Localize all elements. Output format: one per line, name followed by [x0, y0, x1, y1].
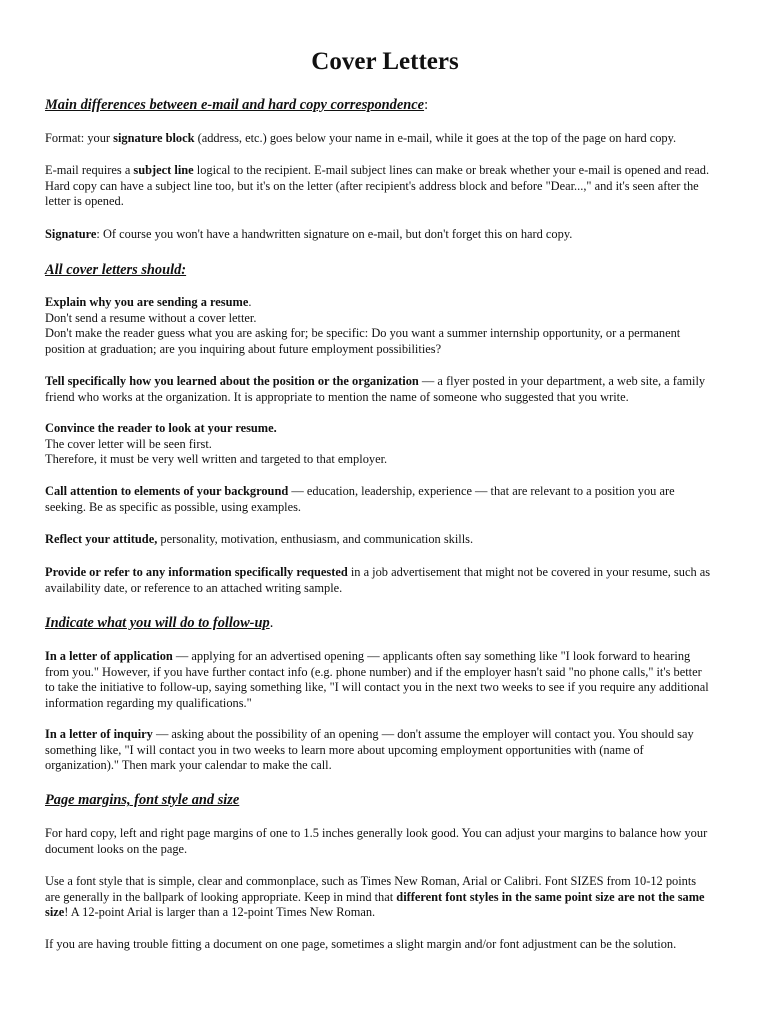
text-line — [45, 649, 735, 665]
bold-text-run: Call attention to elements of your background — [45, 484, 289, 498]
text-line: If you are having trouble fitting a document on one page, sometimes a slight margin and/or font adjustment can be the solution. — [45, 937, 677, 951]
paragraph-trouble-fitting — [45, 937, 735, 953]
bold-text-run: Explain why you are sending a resume — [45, 295, 249, 309]
text-line — [45, 727, 735, 743]
paragraph-margins — [45, 826, 735, 857]
text-line: friend who works at the organization. It is appropriate to mention the name of someone who suggested that you write. — [45, 389, 629, 404]
text-line — [45, 484, 735, 500]
text-line: For hard copy, left and right page margins of one to 1.5 inches generally look good. You can adjust your margins to balance how your — [45, 826, 708, 840]
text-run: : Of course you won't have a handwritten signature on e-mail, but don't forget this on hard copy. — [96, 227, 573, 241]
paragraph-provide — [45, 565, 735, 596]
paragraph-signature — [45, 227, 735, 243]
section-heading-text: Page margins, font style and size — [45, 792, 240, 808]
text-line: position at graduation; are you inquiring about future employment possibilities? — [45, 341, 442, 356]
text-line: The cover letter will be seen first. — [45, 436, 212, 451]
section-heading-text: Main differences between e-mail and hard copy correspondence — [45, 97, 425, 113]
text-run: — applying for an advertised opening — applicants often say something like "I look forward to hearing — [172, 649, 691, 663]
text-line: Don't send a resume without a cover letter. — [45, 310, 257, 325]
section-heading-all-cover-letters — [45, 260, 735, 280]
page-title: Cover Letters — [311, 48, 459, 75]
text-run: E-mail requires a — [45, 163, 134, 177]
text-line — [45, 905, 735, 921]
text-run: ! A 12-point Arial is larger than a 12-point Times New Roman. — [64, 905, 376, 919]
bold-text-run: Reflect your attitude, — [45, 532, 158, 546]
text-line — [45, 565, 735, 581]
text-run: — education, leadership, experience — that are relevant to a position you are — [288, 484, 675, 498]
section-heading-text: Indicate what you will do to follow-up — [45, 615, 270, 631]
text-line: Use a font style that is simple, clear and commonplace, such as Times New Roman, Arial or Calibri. Font SIZES from 10-12 points — [45, 874, 697, 888]
text-run: — a flyer posted in your department, a web site, a family — [418, 374, 706, 388]
bold-text-run: In a letter of application — [45, 649, 173, 663]
section-heading-text: All cover letters should: — [45, 262, 187, 278]
text-run: Format: your — [45, 131, 114, 145]
text-line: letter is opened. — [45, 194, 124, 208]
paragraph-subject-line — [45, 163, 735, 210]
paragraph-format — [45, 131, 735, 147]
paragraph-letter-of-inquiry — [45, 727, 735, 774]
bold-text-run: different font styles in the same point size are not the same — [396, 889, 705, 904]
bold-text-run: In a letter of inquiry — [45, 727, 153, 741]
paragraph-call-attention — [45, 484, 735, 515]
paragraph-tell — [45, 374, 735, 405]
bold-text-run: Signature — [45, 227, 97, 241]
text-line: Hard copy can have a subject line too, but it's on the letter (after recipient's address block and before "Dear...," and it's seen after the — [45, 178, 699, 193]
text-run: in a job advertisement that might not be covered in your resume, such as — [347, 565, 711, 579]
bold-text-run: size — [45, 905, 65, 919]
paragraph-convince — [45, 421, 735, 468]
text-run: logical to the recipient. E-mail subject lines can make or break whether your e-mail is opened and read. — [193, 163, 710, 177]
text-run: — asking about the possibility of an opening — don't assume the employer will contact you. You should say — [152, 727, 694, 741]
text-line: information regarding my qualifications." — [45, 695, 252, 710]
bold-text-line: Convince the reader to look at your resume. — [45, 421, 277, 435]
text-line: Don't make the reader guess what you are asking for; be specific: Do you want a summer internship opportunity, or a permanent — [45, 326, 681, 340]
section-heading-punct: . — [269, 615, 274, 631]
text-line — [45, 374, 735, 390]
text-line — [45, 532, 735, 548]
text-line: availability date, or reference to an attached writing sample. — [45, 580, 343, 595]
paragraph-font-style — [45, 874, 735, 921]
section-heading-email-vs-hardcopy — [45, 95, 735, 115]
section-heading-page-margins — [45, 790, 735, 810]
text-line: to take the initiative to follow-up, saying something like, "I will contact you in the next two weeks to see if you require any additional — [45, 680, 709, 694]
text-run: . — [248, 295, 252, 309]
bold-text-run: subject line — [133, 163, 194, 177]
text-line — [45, 227, 735, 243]
bold-text-run: Tell specifically how you learned about the position or the organization — [45, 374, 419, 388]
text-line: organization)." Then mark your calendar to make the call. — [45, 758, 332, 772]
text-line: seeking. Be as specific as possible, using examples. — [45, 499, 302, 514]
text-line: Therefore, it must be very well written and targeted to that employer. — [45, 452, 388, 466]
text-line: from you." However, if you have further contact info (e.g. phone number) and if the employer hasn't said "no phone calls," it's better — [45, 664, 702, 679]
text-run: are generally in the ballpark of looking appropriate. Keep in mind that — [45, 889, 397, 904]
text-line: something like, "I will contact you in two weeks to learn more about upcoming employment opportunities with (name of — [45, 742, 644, 757]
text-line: document looks on the page. — [45, 841, 188, 856]
paragraph-letter-of-application — [45, 649, 735, 711]
bold-text-run: Provide or refer to any information specifically requested — [45, 565, 348, 579]
text-line — [45, 295, 735, 311]
text-line — [45, 131, 735, 147]
text-run: (address, etc.) goes below your name in e-mail, while it goes at the top of the page on hard copy. — [194, 131, 677, 145]
section-heading-follow-up — [45, 613, 735, 633]
text-run: personality, motivation, enthusiasm, and communication skills. — [157, 532, 474, 546]
paragraph-reflect — [45, 532, 735, 548]
section-heading-punct: : — [424, 97, 429, 113]
bold-text-run: signature block — [113, 131, 195, 145]
text-line — [45, 890, 735, 906]
text-line — [45, 163, 735, 179]
paragraph-explain — [45, 295, 735, 357]
